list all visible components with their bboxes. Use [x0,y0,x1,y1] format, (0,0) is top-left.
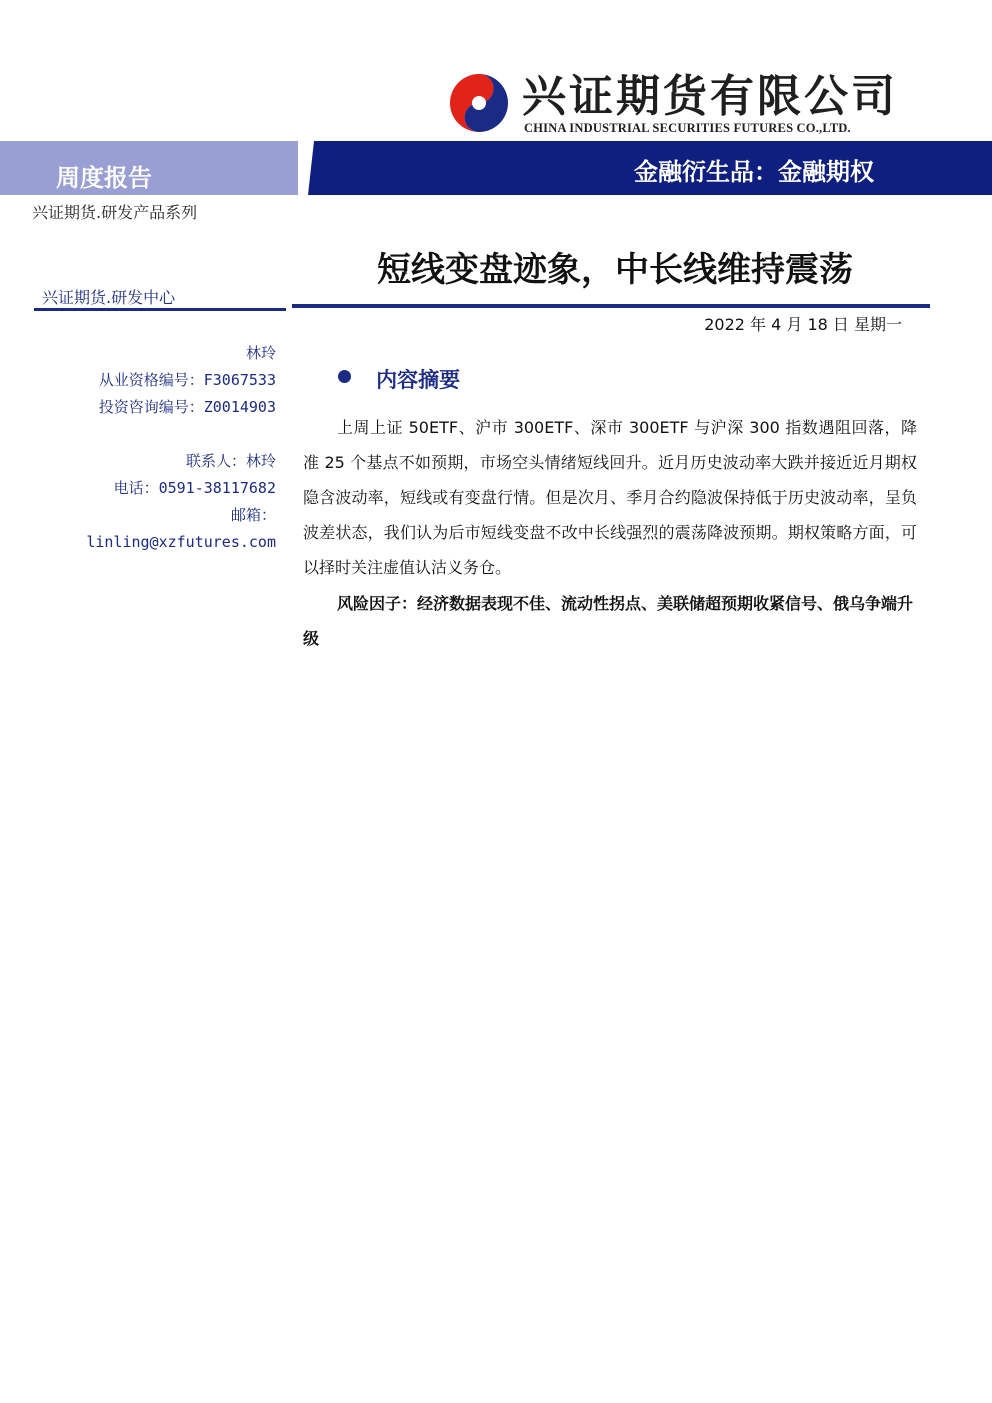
qualification-number: 从业资格编号：F3067533 [98,371,276,389]
report-date: 2022 年 4 月 18 日 星期一 [704,315,902,334]
risk-factors: 风险因子：经济数据表现不佳、流动性拐点、美联储超预期收紧信号、俄乌争端升级 [303,594,914,648]
consulting-number: 投资咨询编号：Z0014903 [98,398,276,416]
research-center: 兴证期货.研发中心 [42,288,176,307]
report-type: 周度报告 [56,164,152,192]
summary-body: 上周上证 50ETF、沪市 300ETF、深市 300ETF 与沪深 300 指数遇阻回落，降准 25 个基点不如预期，市场空头情绪短线回升。近月历史波动率大跌并接近近月期权隐含波动率，短线或有变盘行情。但是次月、季月合约隐波保持低于历史波动率，呈负波差状态，我们认为后市短线变盘不改中长线强烈的震荡降波预期。期权策略方面，可以择时关注虚值认沽义务仓。 [303,418,917,577]
analyst-info [86,340,276,556]
email-label: 邮箱： [230,506,276,524]
spacer [86,421,276,448]
sidebar-divider [34,308,286,311]
phone-number: 电话：0591-38117682 [113,479,276,497]
company-name-cn: 兴证期货有限公司 [522,71,898,122]
report-category: 金融衍生品：金融期权 [634,158,874,186]
company-name-en: CHINA INDUSTRIAL SECURITIES FUTURES CO.,LTD. [524,121,851,135]
product-series: 兴证期货.研发产品系列 [32,203,198,222]
email-address[interactable]: linling@xzfutures.com [86,533,276,551]
analyst-name: 林玲 [245,344,276,362]
contact-person: 联系人：林玲 [185,452,276,470]
company-logo [448,70,918,140]
report-title: 短线变盘迹象，中长线维持震荡 [377,250,853,290]
title-divider [292,304,930,308]
bullet-icon [338,370,351,383]
summary-header [338,364,460,394]
summary-heading: 内容摘要 [376,368,461,392]
swirl-logo-icon [448,72,510,134]
